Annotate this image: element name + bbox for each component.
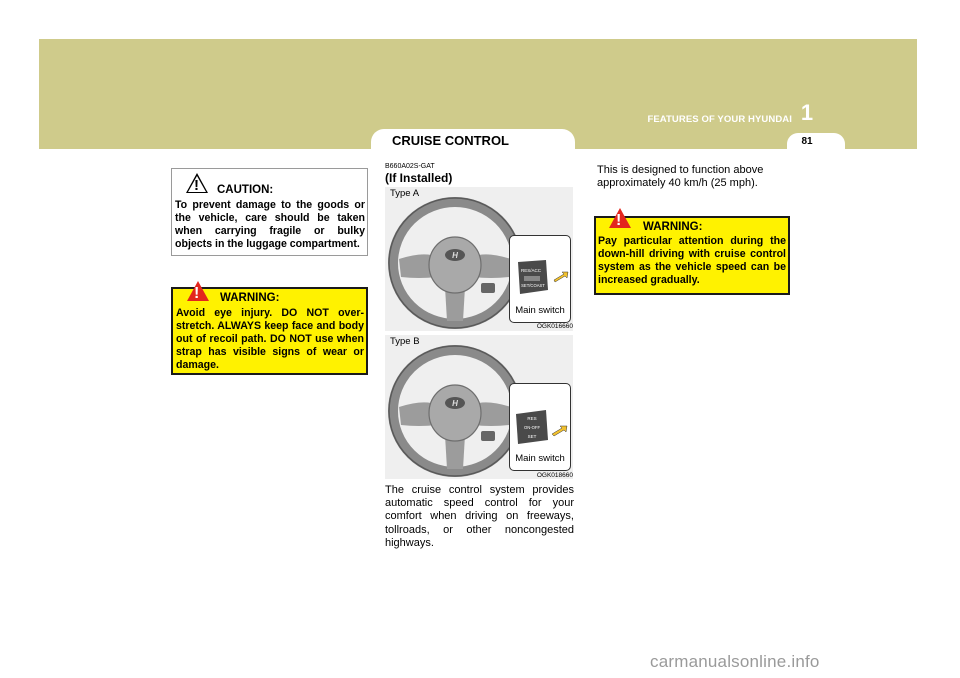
figure-type-label: Type B	[390, 336, 420, 347]
warning-heading-left: WARNING:	[220, 292, 280, 304]
caution-box: ! CAUTION: To prevent damage to the goods or the vehicle, care should be taken when carrying fragile or bulky objects in the luggage compartment.	[171, 168, 368, 256]
warning-body-right: Pay particular attention during the down-hill driving with cruise control system as the vehicle speed can be increased gradually.	[598, 235, 786, 286]
figure-steering-wheel-type-a	[385, 187, 573, 331]
speed-note: This is designed to function above approximately 40 km/h (25 mph).	[597, 164, 764, 190]
chapter-number: 1	[800, 100, 814, 125]
svg-text:H: H	[452, 399, 458, 408]
svg-text:ON-OFF: ON-OFF	[523, 425, 541, 430]
section-code: B660A02S-GAT	[385, 163, 435, 170]
figure-type-label: Type A	[390, 188, 420, 199]
svg-text:RES/ACC: RES/ACC	[520, 268, 542, 273]
chapter-title: FEATURES OF YOUR HYUNDAI	[647, 114, 792, 125]
svg-text:H: H	[452, 251, 458, 260]
svg-text:SET/COAST: SET/COAST	[521, 283, 545, 288]
svg-text:SET: SET	[527, 434, 537, 439]
page-number: 81	[801, 136, 813, 147]
section-title: CRUISE CONTROL	[392, 133, 509, 148]
caution-body: To prevent damage to the goods or the vehicle, care should be taken when carrying fragile or bulky objects in the luggage compartment.	[175, 199, 365, 250]
warning-box-right: ! WARNING: Pay particular attention during the down-hill driving with cruise control system as the vehicle speed can be increased gradually.	[594, 216, 790, 295]
figure-code-b: OGK018660	[536, 472, 573, 479]
main-switch-label: Main switch	[515, 305, 565, 316]
figure-code-a: OGK016660	[536, 323, 573, 330]
warning-heading-right: WARNING:	[643, 221, 703, 233]
caution-heading: CAUTION:	[217, 184, 274, 196]
warning-box-left: ! WARNING: Avoid eye injury. DO NOT over-stretch. ALWAYS keep face and body out of recoil path. DO NOT use when strap has visible signs of wear or damage.	[171, 287, 368, 375]
figure-steering-wheel-type-b	[385, 335, 573, 479]
section-subheading: (If Installed)	[385, 171, 453, 185]
svg-text:RES: RES	[527, 416, 537, 421]
watermark: carmanualsonline.info	[650, 652, 820, 671]
warning-body-left: Avoid eye injury. DO NOT over-stretch. ALWAYS keep face and body out of recoil path. DO NOT use when strap has visible signs of wear or damage.	[176, 307, 364, 371]
main-switch-label: Main switch	[515, 453, 565, 464]
cruise-description: The cruise control system provides automatic speed control for your comfort when driving on freeways, tollroads, or other noncongested highways.	[385, 484, 574, 549]
